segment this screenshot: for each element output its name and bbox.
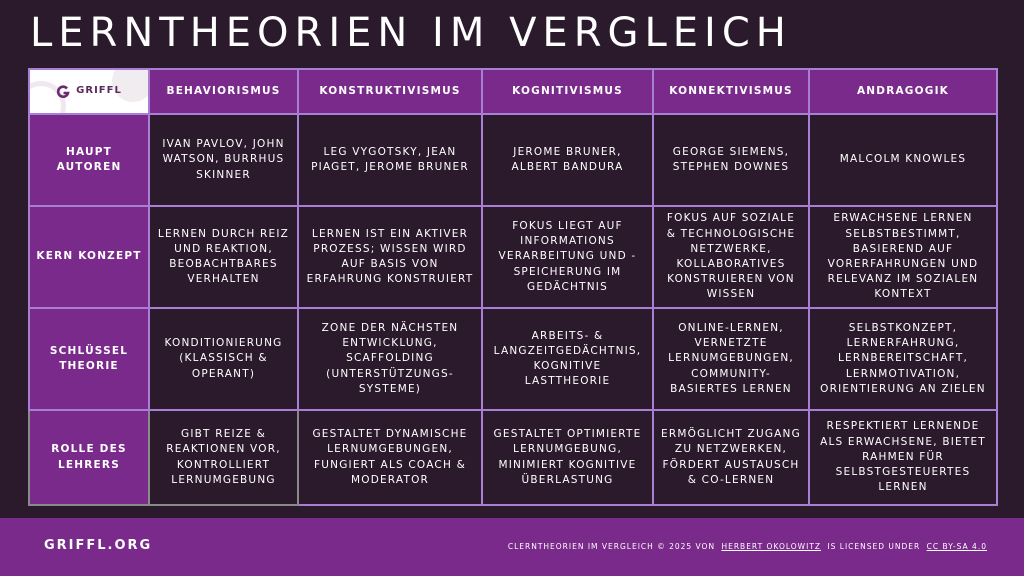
- table-cell: ERMÖGLICHT ZUGANG ZU NETZWERKEN, FÖRDERT AUSTAUSCH & CO-LERNEN: [653, 410, 809, 505]
- table-cell: ONLINE-LERNEN, VERNETZTE LERNUMGEBUNGEN, COMMUNITY-BASIERTES LERNEN: [653, 308, 809, 410]
- table-cell: GIBT REIZE & REAKTIONEN VOR, KONTROLLIERT LERNUMGEBUNG: [149, 410, 298, 505]
- license-credit: [508, 542, 990, 551]
- table-cell: GESTALTET DYNAMISCHE LERNUMGEBUNGEN, FUNGIERT ALS COACH & MODERATOR: [298, 410, 482, 505]
- logo-text: GRIFFL: [76, 85, 122, 97]
- table-cell: GEORGE SIEMENS, STEPHEN DOWNES: [653, 114, 809, 206]
- table-cell: GESTALTET OPTIMIERTE LERNUMGEBUNG, MINIMIERT KOGNITIVE ÜBERLASTUNG: [482, 410, 653, 505]
- column-header: ANDRAGOGIK: [809, 69, 997, 114]
- footer-site-link[interactable]: GRIFFL.ORG: [44, 538, 153, 553]
- table-cell: ZONE DER NÄCHSTEN ENTWICKLUNG, SCAFFOLDING (UNTERSTÜTZUNGS-SYSTEME): [298, 308, 482, 410]
- credit-mid: IS LICENSED UNDER: [827, 542, 921, 551]
- table-cell: SELBSTKONZEPT, LERNERFAHRUNG, LERNBEREITSCHAFT, LERNMOTIVATION, ORIENTIERUNG AN ZIELEN: [809, 308, 997, 410]
- table-cell: IVAN PAVLOV, JOHN WATSON, BURRHUS SKINNER: [149, 114, 298, 206]
- column-header: KONNEKTIVISMUS: [653, 69, 809, 114]
- table-cell: KONDITIONIERUNG (KLASSISCH & OPERANT): [149, 308, 298, 410]
- column-header: BEHAVIORISMUS: [149, 69, 298, 114]
- column-header: KOGNITIVISMUS: [482, 69, 653, 114]
- table-cell: ERWACHSENE LERNEN SELBSTBESTIMMT, BASIEREND AUF VORERFAHRUNGEN UND RELEVANZ IM SOZIALEN KONTEXT: [809, 206, 997, 308]
- page-title: LERNTHEORIEN IM VERGLEICH: [30, 10, 792, 56]
- column-header: KONSTRUKTIVISMUS: [298, 69, 482, 114]
- table-cell: JEROME BRUNER, ALBERT BANDURA: [482, 114, 653, 206]
- table-cell: MALCOLM KNOWLES: [809, 114, 997, 206]
- table-cell: RESPEKTIERT LERNENDE ALS ERWACHSENE, BIETET RAHMEN FÜR SELBSTGESTEUERTES LERNEN: [809, 410, 997, 505]
- license-link[interactable]: CC BY-SA 4.0: [926, 542, 987, 551]
- table-row: [29, 206, 997, 308]
- comparison-table: [28, 68, 998, 506]
- table-cell: FOKUS LIEGT AUF INFORMATIONS VERARBEITUNG UND -SPEICHERUNG IM GEDÄCHTNIS: [482, 206, 653, 308]
- row-header: SCHLÜSSEL THEORIE: [29, 308, 149, 410]
- table-cell: ARBEITS- & LANGZEITGEDÄCHTNIS, KOGNITIVE LASTTHEORIE: [482, 308, 653, 410]
- row-header: HAUPT AUTOREN: [29, 114, 149, 206]
- table-cell: FOKUS AUF SOZIALE & TECHNOLOGISCHE NETZWERKE, KOLLABORATIVES KONSTRUIEREN VON WISSEN: [653, 206, 809, 308]
- griffl-logo-icon: [56, 85, 70, 99]
- credit-prefix: CLERNTHEORIEN IM VERGLEICH © 2025 VON: [507, 542, 716, 551]
- row-header: ROLLE DES LEHRERS: [29, 410, 149, 505]
- author-link[interactable]: HERBERT OKOLOWITZ: [721, 542, 822, 551]
- table-row: [29, 410, 997, 505]
- table-header-row: [29, 69, 997, 114]
- table-cell: LERNEN DURCH REIZ UND REAKTION, BEOBACHTBARES VERHALTEN: [149, 206, 298, 308]
- row-header: KERN KONZEPT: [29, 206, 149, 308]
- table-row: [29, 308, 997, 410]
- table-row: [29, 114, 997, 206]
- table-cell: LEG VYGOTSKY, JEAN PIAGET, JEROME BRUNER: [298, 114, 482, 206]
- table-cell: LERNEN IST EIN AKTIVER PROZESS; WISSEN WIRD AUF BASIS VON ERFAHRUNG KONSTRUIERT: [298, 206, 482, 308]
- logo[interactable]: [29, 69, 149, 114]
- footer-bar: [0, 518, 1024, 576]
